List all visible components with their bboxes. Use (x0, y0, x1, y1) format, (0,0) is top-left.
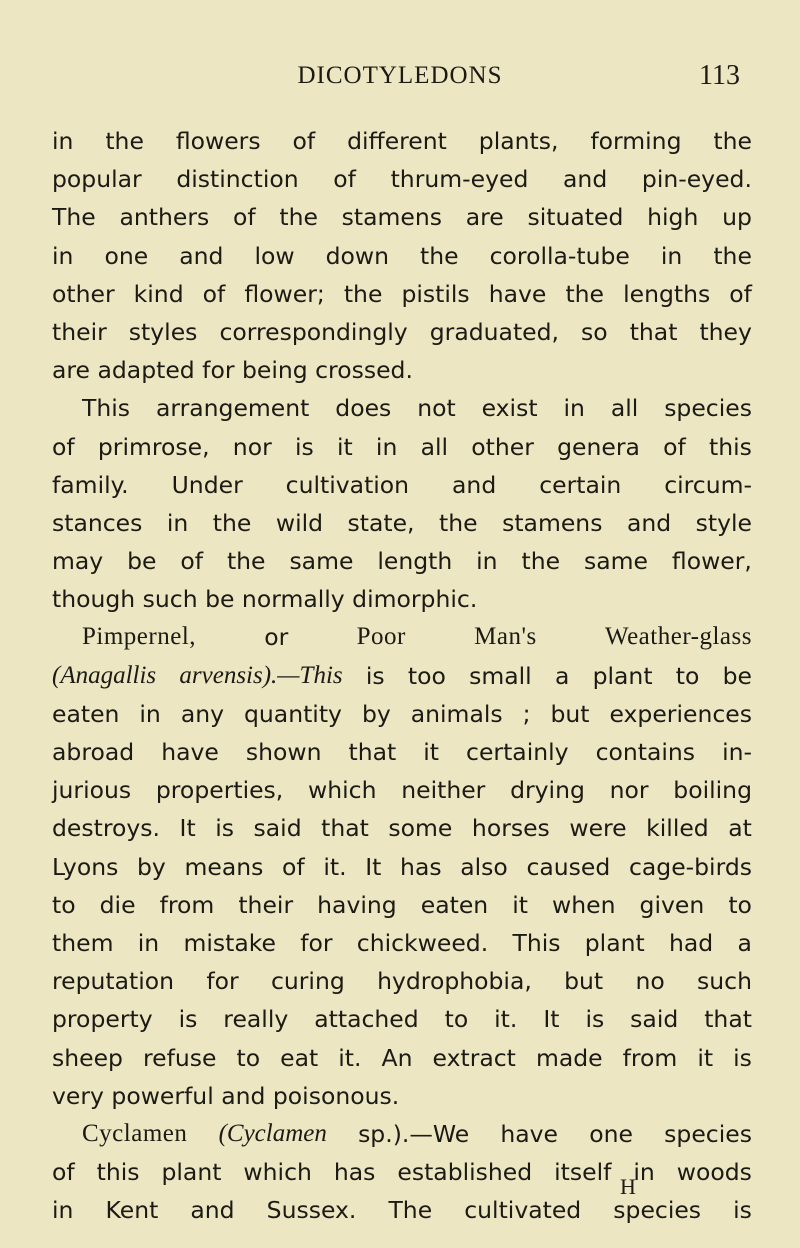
text-line: stances in the wild state, the stamens and style (52, 508, 752, 537)
text-line: of primrose, nor is it in all other genera of this (52, 432, 752, 461)
text-line: destroys. It is said that some horses were killed at (52, 814, 752, 843)
text-line: The anthers of the stamens are situated high up (52, 203, 752, 232)
body-text (52, 122, 752, 1229)
text-line: abroad have shown that it certainly contains in- (52, 738, 752, 766)
text-line: Pimpernel, or Poor Man's Weather-glass (82, 623, 752, 652)
text-line: Cyclamen (Cyclamen sp.).—We have one species (82, 1119, 752, 1148)
text-line: property is really attached to it. It is said that (52, 1005, 752, 1034)
running-head: DICOTYLEDONS (297, 62, 503, 89)
text-line: their styles correspondingly graduated, so that they (52, 317, 752, 346)
text-line: family. Under cultivation and certain circum- (52, 470, 752, 499)
text-line: may be of the same length in the same flower, (52, 547, 752, 576)
text-line: in Kent and Sussex. The cultivated species is (52, 1196, 752, 1225)
text-line: them in mistake for chickweed. This plant had a (52, 928, 752, 957)
page-number: 113 (699, 60, 740, 91)
text-line: This arrangement does not exist in all species (82, 394, 752, 423)
text-line: Lyons by means of it. It has also caused cage-birds (52, 852, 752, 881)
text-line: though such be normally dimorphic. (52, 585, 478, 614)
text-line: in one and low down the corolla-tube in the (52, 241, 752, 270)
signature-mark: H (620, 1174, 636, 1199)
text-line: reputation for curing hydrophobia, but no such (52, 967, 752, 996)
text-line: jurious properties, which neither drying nor boiling (52, 776, 752, 805)
page-header (0, 56, 800, 96)
text-line: eaten in any quantity by animals ; but experiences (52, 699, 752, 728)
text-line: sheep refuse to eat it. An extract made from it is (52, 1043, 752, 1072)
text-line: other kind of flower; the pistils have the lengths of (52, 279, 752, 308)
text-line: are adapted for being crossed. (52, 356, 413, 385)
text-line: of this plant which has established itself in woods (52, 1158, 752, 1187)
text-line: in the flowers of different plants, forming the (52, 127, 752, 155)
text-line: very powerful and poisonous. (52, 1081, 400, 1110)
text-line: popular distinction of thrum-eyed and pin-eyed. (52, 165, 752, 194)
text-line: to die from their having eaten it when given to (52, 890, 752, 919)
text-line: (Anagallis arvensis).—This is too small a plant to be (52, 661, 752, 690)
